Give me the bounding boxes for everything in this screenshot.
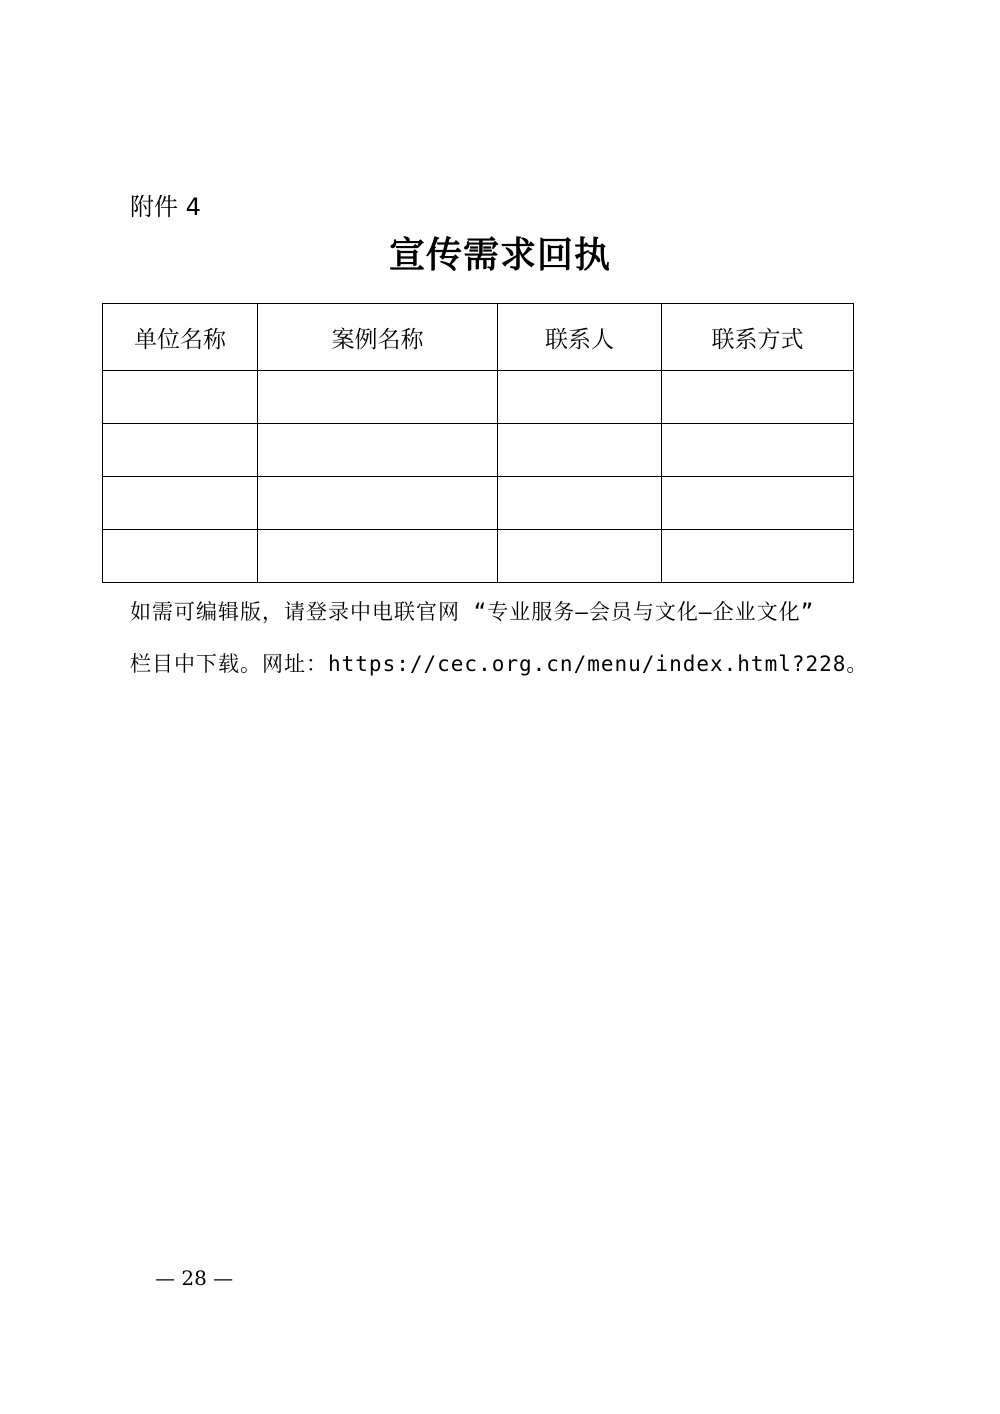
table-row [103, 477, 854, 530]
table-row [103, 530, 854, 583]
attachment-label: 附件 4 [130, 193, 201, 221]
table-cell[interactable] [258, 424, 498, 477]
table-cell[interactable] [662, 371, 854, 424]
table-cell[interactable] [103, 530, 258, 583]
document-title: 宣传需求回执 [388, 234, 611, 276]
download-note-line-2: 栏目中下载。网址：https://cec.org.cn/menu/index.html?228。 [130, 652, 869, 676]
table-cell[interactable] [498, 424, 662, 477]
table-cell[interactable] [258, 371, 498, 424]
table-cell[interactable] [103, 371, 258, 424]
header-unit-name: 单位名称 [103, 304, 258, 371]
receipt-form-table [102, 303, 854, 583]
page-number: — 28 — [155, 1266, 234, 1290]
table-cell[interactable] [258, 530, 498, 583]
download-note-line-1: 如需可编辑版，请登录中电联官网 “专业服务—会员与文化—企业文化” [130, 600, 815, 624]
table-cell[interactable] [662, 477, 854, 530]
table-cell[interactable] [498, 530, 662, 583]
table-row [103, 371, 854, 424]
table-cell[interactable] [662, 530, 854, 583]
table-cell[interactable] [662, 424, 854, 477]
table-cell[interactable] [498, 477, 662, 530]
table-cell[interactable] [103, 424, 258, 477]
table-cell[interactable] [258, 477, 498, 530]
header-contact-info: 联系方式 [662, 304, 854, 371]
header-contact-person: 联系人 [498, 304, 662, 371]
table-cell[interactable] [103, 477, 258, 530]
table-cell[interactable] [498, 371, 662, 424]
table-header-row [103, 304, 854, 371]
header-case-name: 案例名称 [258, 304, 498, 371]
table-row [103, 424, 854, 477]
